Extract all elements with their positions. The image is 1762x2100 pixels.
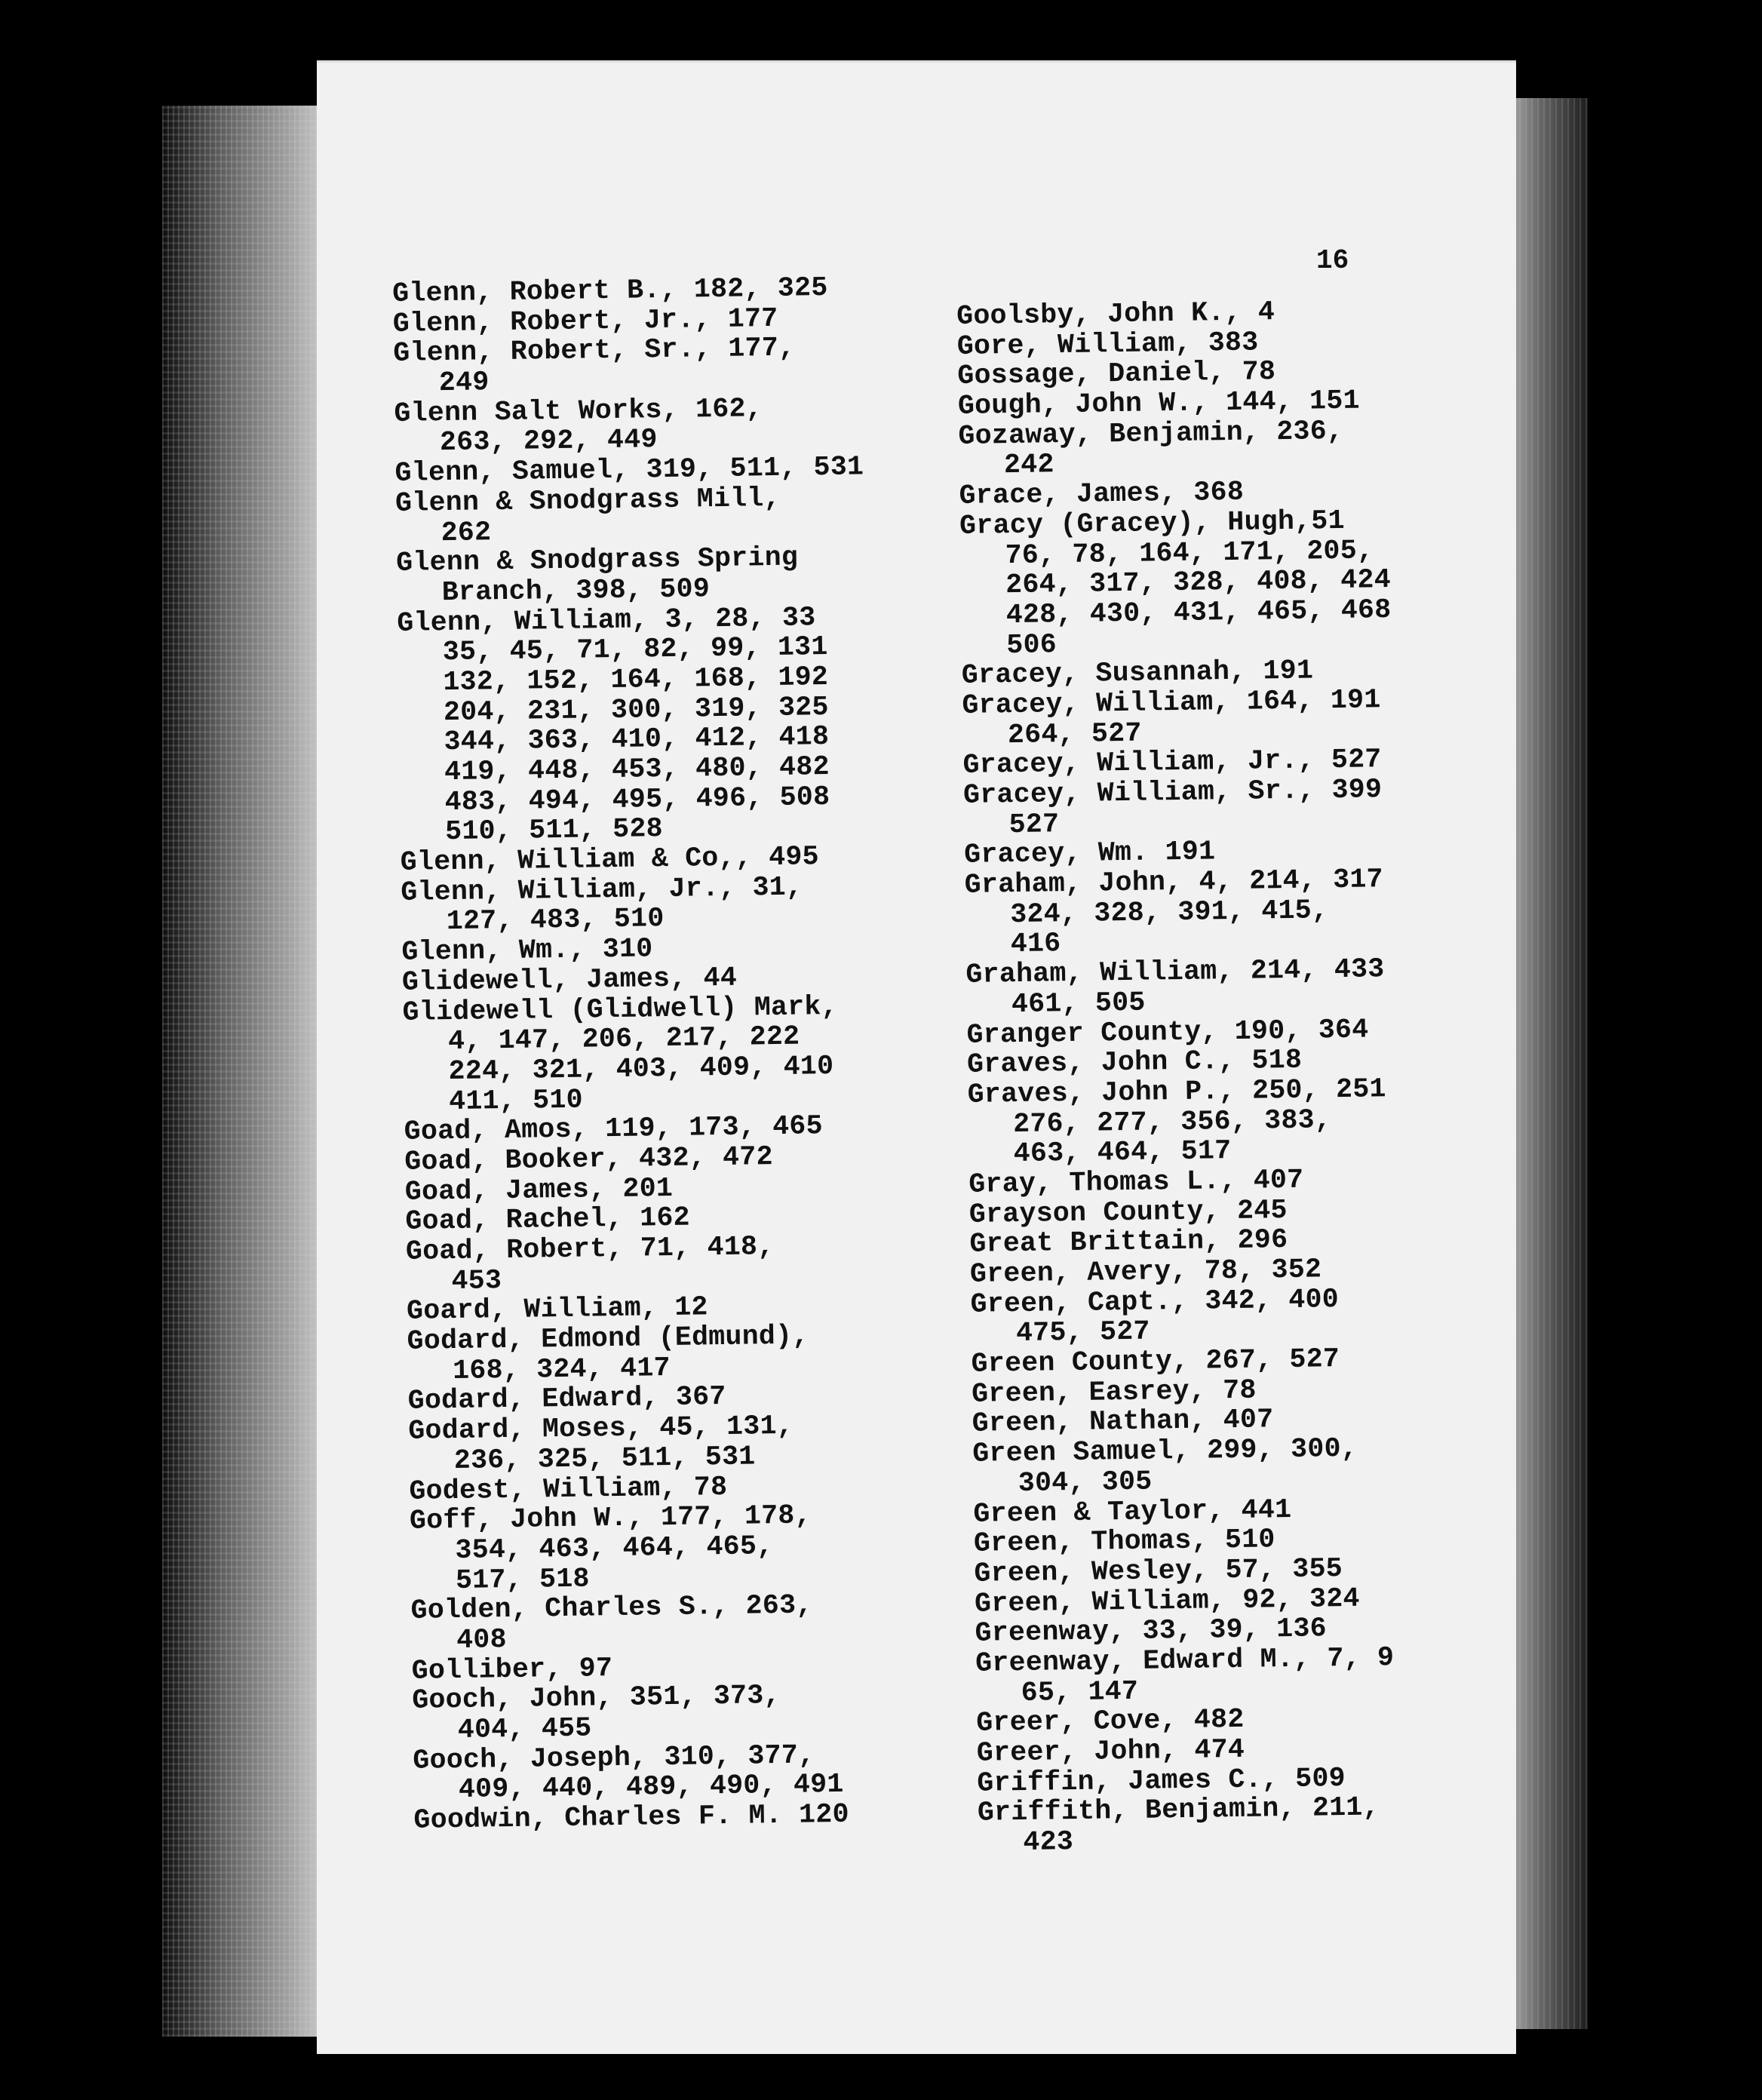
- index-entry-continuation: 527: [1008, 808, 1060, 840]
- index-entry-continuation: 168, 324, 417: [452, 1352, 671, 1386]
- index-entry: Gore, William, 383: [956, 327, 1259, 362]
- index-entry: Goff, John W., 177, 178,: [409, 1500, 812, 1537]
- index-entry-continuation: 65, 147: [1021, 1675, 1139, 1709]
- index-entry: Godard, Edward, 367: [407, 1381, 726, 1417]
- index-entry: Glidewell, James, 44: [401, 962, 738, 998]
- index-entry: Glenn, Wm., 310: [401, 933, 653, 969]
- index-entry: Green & Taylor, 441: [973, 1494, 1292, 1530]
- index-entry: Green Samuel, 299, 300,: [972, 1432, 1358, 1469]
- index-entry: Green, William, 92, 324: [974, 1583, 1361, 1620]
- index-entry: Goad, Robert, 71, 418,: [405, 1231, 775, 1267]
- index-entry: Green County, 267, 527: [971, 1343, 1340, 1380]
- index-entry: Goad, Booker, 432, 472: [404, 1141, 774, 1177]
- index-entry: Gracy (Gracey), Hugh,51: [959, 505, 1346, 542]
- index-entry: Greer, John, 474: [976, 1733, 1245, 1769]
- index-entry: Gray, Thomas L., 407: [968, 1164, 1304, 1200]
- index-entry: Greenway, 33, 39, 136: [975, 1613, 1328, 1650]
- index-entry: Glidewell (Glidwell) Mark,: [402, 990, 839, 1028]
- index-entry-continuation: 506: [1006, 628, 1058, 661]
- index-entry: Griffith, Benjamin, 211,: [977, 1791, 1380, 1829]
- index-entry: Gracey, Susannah, 191: [961, 655, 1314, 692]
- index-entry: Green, Capt., 342, 400: [970, 1283, 1340, 1320]
- index-entry: Graves, John C., 518: [966, 1044, 1303, 1081]
- index-entry-continuation: 517, 518: [455, 1563, 591, 1596]
- index-entry: Glenn & Snodgrass Spring: [395, 542, 799, 579]
- index-entry: Graves, John P., 250, 251: [967, 1073, 1387, 1110]
- index-entry: Grayson County, 245: [968, 1194, 1288, 1230]
- index-entry-continuation: 204, 231, 300, 319, 325: [443, 691, 829, 728]
- index-entry: Greer, Cove, 482: [976, 1704, 1245, 1739]
- index-entry-continuation: 264, 527: [1007, 717, 1142, 751]
- index-entry-continuation: 416: [1010, 928, 1061, 960]
- index-entry-continuation: 404, 455: [457, 1712, 592, 1745]
- index-entry: Grace, James, 368: [959, 476, 1245, 512]
- index-entry-continuation: 419, 448, 453, 480, 482: [444, 751, 830, 788]
- index-entry-continuation: 510, 511, 528: [444, 813, 664, 848]
- index-entry: Godest, William, 78: [409, 1471, 728, 1507]
- index-entry: Green, Wesley, 57, 355: [974, 1552, 1343, 1589]
- index-entry-continuation: 428, 430, 431, 465, 468: [1005, 594, 1392, 631]
- index-entry-continuation: 263, 292, 449: [439, 424, 658, 459]
- index-column-right: [956, 296, 1408, 1859]
- index-entry-continuation: 324, 328, 391, 415,: [1010, 894, 1329, 930]
- index-entry-continuation: Branch, 398, 509: [441, 573, 711, 608]
- index-entry: Glenn & Snodgrass Mill,: [394, 482, 781, 519]
- index-entry: Goad, Amos, 119, 173, 465: [404, 1110, 824, 1148]
- index-entry: Gooch, Joseph, 310, 377,: [413, 1739, 815, 1776]
- index-entry-continuation: 76, 78, 164, 171, 205,: [1005, 534, 1374, 571]
- index-entry-continuation: 236, 325, 511, 531: [453, 1441, 756, 1476]
- index-entry-continuation: 409, 440, 489, 490, 491: [458, 1769, 844, 1806]
- index-entry: Godard, Edmond (Edmund),: [407, 1320, 809, 1357]
- index-entry-continuation: 4, 147, 206, 217, 222: [447, 1021, 800, 1058]
- index-entry: Goard, William, 12: [406, 1291, 709, 1328]
- index-entry: Graham, William, 214, 433: [965, 953, 1385, 991]
- index-entry-continuation: 463, 464, 517: [1013, 1135, 1232, 1170]
- index-entry-continuation: 224, 321, 403, 409, 410: [448, 1050, 834, 1087]
- index-entry: Glenn, Robert, Jr., 177: [392, 302, 778, 339]
- index-entry: Glenn, William, 3, 28, 33: [397, 601, 816, 639]
- page-number: 16: [1316, 245, 1349, 276]
- index-entry-continuation: 453: [451, 1264, 502, 1297]
- index-column-left: [392, 272, 883, 1835]
- index-entry: Gooch, John, 351, 373,: [412, 1680, 781, 1717]
- scan-border-left: [162, 106, 321, 2037]
- index-entry-continuation: 249: [438, 367, 490, 399]
- index-entry-continuation: 304, 305: [1018, 1466, 1153, 1499]
- index-entry-continuation: 408: [456, 1623, 508, 1656]
- index-entry-continuation: 132, 152, 164, 168, 192: [443, 661, 829, 698]
- index-entry-continuation: 276, 277, 356, 383,: [1012, 1104, 1332, 1140]
- index-entry: Goad, James, 201: [404, 1172, 674, 1208]
- index-entry: Gracey, Wm. 191: [963, 836, 1216, 871]
- index-entry: Glenn Salt Works, 162,: [394, 392, 763, 429]
- index-entry-continuation: 262: [440, 516, 492, 548]
- index-entry: Goolsby, John K., 4: [956, 296, 1275, 332]
- index-entry: Griffin, James C., 509: [977, 1762, 1346, 1799]
- index-entry: Gossage, Daniel, 78: [957, 356, 1276, 392]
- index-entry: Graham, John, 4, 214, 317: [964, 864, 1384, 901]
- index-entry-continuation: 344, 363, 410, 412, 418: [444, 721, 830, 758]
- index-entry: Golliber, 97: [411, 1652, 613, 1687]
- index-entry: Green, Avery, 78, 352: [969, 1254, 1322, 1290]
- index-entry: Gracey, William, Jr., 527: [962, 744, 1382, 781]
- index-entry: Gracey, William, Sr., 399: [962, 774, 1383, 811]
- index-entry-continuation: 264, 317, 328, 408, 424: [1005, 564, 1392, 601]
- index-entry: Glenn, Robert B., 182, 325: [391, 272, 828, 309]
- index-entry: Greenway, Edward M., 7, 9: [975, 1642, 1395, 1679]
- index-entry-continuation: 127, 483, 510: [446, 903, 665, 938]
- index-entry: Green, Easrey, 78: [971, 1374, 1257, 1410]
- index-entry: Granger County, 190, 364: [966, 1013, 1369, 1051]
- index-entry: Gracey, William, 164, 191: [962, 684, 1381, 721]
- index-entry-continuation: 475, 527: [1015, 1316, 1151, 1349]
- index-entry-continuation: 242: [1003, 449, 1054, 481]
- index-entry-continuation: 461, 505: [1011, 987, 1146, 1020]
- index-entry: Goodwin, Charles F. M. 120: [413, 1798, 850, 1836]
- index-entry-continuation: 483, 494, 495, 496, 508: [444, 781, 830, 818]
- index-entry: Glenn, Samuel, 319, 511, 531: [394, 451, 864, 490]
- index-entry: Green, Nathan, 407: [972, 1404, 1274, 1440]
- index-entry: Golden, Charles S., 263,: [410, 1589, 813, 1627]
- index-entry: Glenn, William & Co,, 495: [400, 841, 820, 878]
- index-entry: Gozaway, Benjamin, 236,: [958, 415, 1344, 452]
- index-entry: Goad, Rachel, 162: [405, 1202, 691, 1238]
- index-entry: Gough, John W., 144, 151: [957, 385, 1361, 422]
- index-entry-continuation: 423: [1023, 1826, 1074, 1859]
- index-entry: Green, Thomas, 510: [973, 1524, 1275, 1560]
- index-entry: Glenn, William, Jr., 31,: [401, 871, 803, 908]
- index-entry: Glenn, Robert, Sr., 177,: [393, 332, 796, 370]
- index-entry-continuation: 35, 45, 71, 82, 99, 131: [442, 631, 828, 668]
- index-entry: Godard, Moses, 45, 131,: [408, 1410, 794, 1447]
- index-entry-continuation: 411, 510: [448, 1084, 584, 1117]
- index-entry: Great Brittain, 296: [969, 1224, 1288, 1260]
- index-entry-continuation: 354, 463, 464, 465,: [455, 1530, 774, 1566]
